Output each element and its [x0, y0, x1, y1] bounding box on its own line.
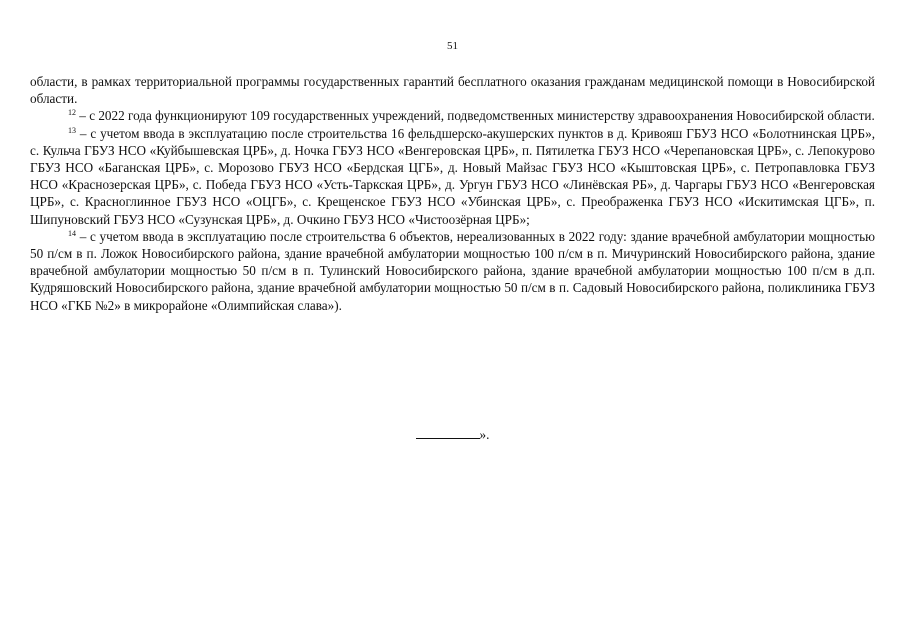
footnote-14	[30, 228, 875, 314]
continuation-paragraph: области, в рамках территориальной программы государственных гарантий бесплатного оказания гражданам медицинской помощи в Новосибирской области.	[30, 74, 875, 107]
footnote-12	[30, 107, 875, 124]
page-number: 51	[447, 40, 458, 52]
document-body	[30, 73, 875, 314]
footnote-13	[30, 125, 875, 228]
closing-quote: ».	[479, 427, 490, 442]
footnote-text: – с учетом ввода в эксплуатацию после строительства 6 объектов, нереализованных в 2022 году: здание врачебной амбулатории мощностью 50 п/см в п. Ложок Новосибирского района, здание врачебной амбулатории мощностью 100 п/см в п. Мичуринский Новосибирского района, здание врачебной амбулатории мощностью 50 п/см в п. Тулинский Новосибирского района, здание врачебной амбулатории мощностью 100 п/см в д.п. Кудряшовский Новосибирского района, здание врачебной амбулатории мощностью 50 п/см в п. Садовый Новосибирского района, поликлиника ГБУЗ НСО «ГКБ №2» в микрорайоне «Олимпийская слава»).	[30, 228, 876, 313]
closing-rule	[416, 426, 480, 439]
closing-line	[0, 426, 905, 443]
footnote-number: 14	[68, 228, 76, 238]
footnote-text: – с учетом ввода в эксплуатацию после строительства 16 фельдшерско-акушерских пунктов в д. Кривояш ГБУЗ НСО «Болотнинская ЦРБ», с. Кульча ГБУЗ НСО «Куйбышевская ЦРБ», д. Ночка ГБУЗ НСО «Венгеровская ЦРБ», п. Пятилетка ГБУЗ НСО «Черепановская ЦРБ», с. Лепокурово ГБУЗ НСО «Баганская ЦРБ», с. Морозово ГБУЗ НСО «Бердская ЦГБ», д. Новый Майзас ГБУЗ НСО «Кыштовская ЦРБ», с. Петропавловка ГБУЗ НСО «Краснозерская ЦРБ», с. Победа ГБУЗ НСО «Усть-Таркская ЦРБ», д. Ургун ГБУЗ НСО «Линёвская РБ», д. Чаргары ГБУЗ НСО «Венгеровская ЦРБ», с. Красноглинное ГБУЗ НСО «ОЦГБ», с. Крещенское ГБУЗ НСО «Убинская ЦРБ», с. Преображенка ГБУЗ НСО «Искитимская ЦГБ», п. Шипуновский ГБУЗ НСО «Сузунская ЦРБ», д. Очкино ГБУЗ НСО «Чистоозёрная ЦРБ»;	[30, 125, 875, 227]
footnote-text: – с 2022 года функционируют 109 государственных учреждений, подведомственных министерству здравоохранения Новосибирской области.	[79, 108, 875, 124]
footnote-number: 12	[68, 108, 76, 118]
footnote-number: 13	[68, 125, 76, 135]
